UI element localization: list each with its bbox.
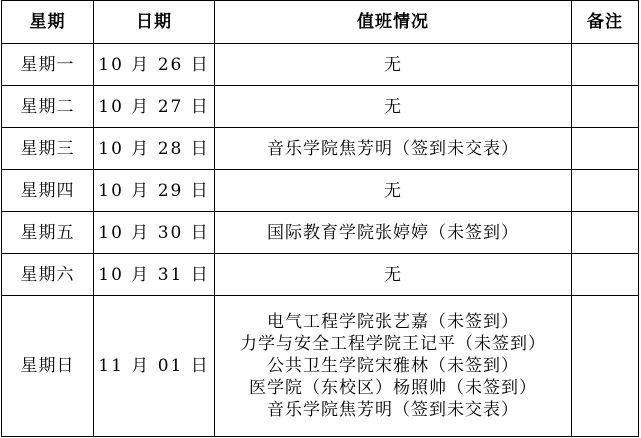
table-row	[2, 254, 639, 296]
table-row	[2, 212, 639, 254]
remark-cell	[572, 44, 639, 86]
situation-cell	[215, 212, 572, 254]
weekday-cell: 星期六	[2, 254, 94, 296]
date-cell: 10 月 28 日	[94, 128, 215, 170]
situation-cell	[215, 86, 572, 128]
situation-line: 无	[384, 264, 402, 285]
weekday-cell: 星期二	[2, 86, 94, 128]
situation-line: 电气工程学院张艺嘉（未签到）	[267, 312, 519, 332]
situation-cell	[215, 170, 572, 212]
date-cell: 10 月 29 日	[94, 170, 215, 212]
table-row	[2, 86, 639, 128]
duty-table	[1, 0, 639, 437]
date-cell: 10 月 30 日	[94, 212, 215, 254]
header-weekday: 星期	[2, 1, 94, 44]
header-row	[2, 1, 639, 44]
remark-cell	[572, 212, 639, 254]
remark-cell	[572, 170, 639, 212]
situation-line: 无	[384, 180, 402, 201]
remark-cell	[572, 296, 639, 437]
situation-cell	[215, 296, 572, 437]
situation-line: 音乐学院焦芳明（签到未交表）	[267, 400, 519, 420]
situation-line: 力学与安全工程学院王记平（未签到）	[240, 334, 546, 354]
weekday-cell: 星期日	[2, 296, 94, 437]
date-cell: 10 月 27 日	[94, 86, 215, 128]
remark-cell	[572, 86, 639, 128]
weekday-cell: 星期一	[2, 44, 94, 86]
table-row	[2, 128, 639, 170]
remark-cell	[572, 254, 639, 296]
table-row	[2, 44, 639, 86]
table-row	[2, 170, 639, 212]
situation-cell	[215, 254, 572, 296]
table-body	[2, 44, 639, 437]
header-date: 日期	[94, 1, 215, 44]
remark-cell	[572, 128, 639, 170]
table-row	[2, 296, 639, 437]
situation-line: 音乐学院焦芳明（签到未交表）	[267, 138, 519, 159]
weekday-cell: 星期四	[2, 170, 94, 212]
situation-cell	[215, 44, 572, 86]
header-remark: 备注	[572, 1, 639, 44]
header-situation: 值班情况	[215, 1, 572, 44]
situation-line: 医学院（东校区）杨照帅（未签到）	[249, 378, 537, 398]
date-cell: 10 月 31 日	[94, 254, 215, 296]
weekday-cell: 星期五	[2, 212, 94, 254]
situation-line: 无	[384, 54, 402, 75]
situation-cell	[215, 128, 572, 170]
situation-line: 无	[384, 96, 402, 117]
date-cell: 10 月 26 日	[94, 44, 215, 86]
situation-line: 国际教育学院张婷婷（未签到）	[267, 222, 519, 243]
weekday-cell: 星期三	[2, 128, 94, 170]
date-cell: 11 月 01 日	[94, 296, 215, 437]
situation-line: 公共卫生学院宋雅林（未签到）	[267, 356, 519, 376]
